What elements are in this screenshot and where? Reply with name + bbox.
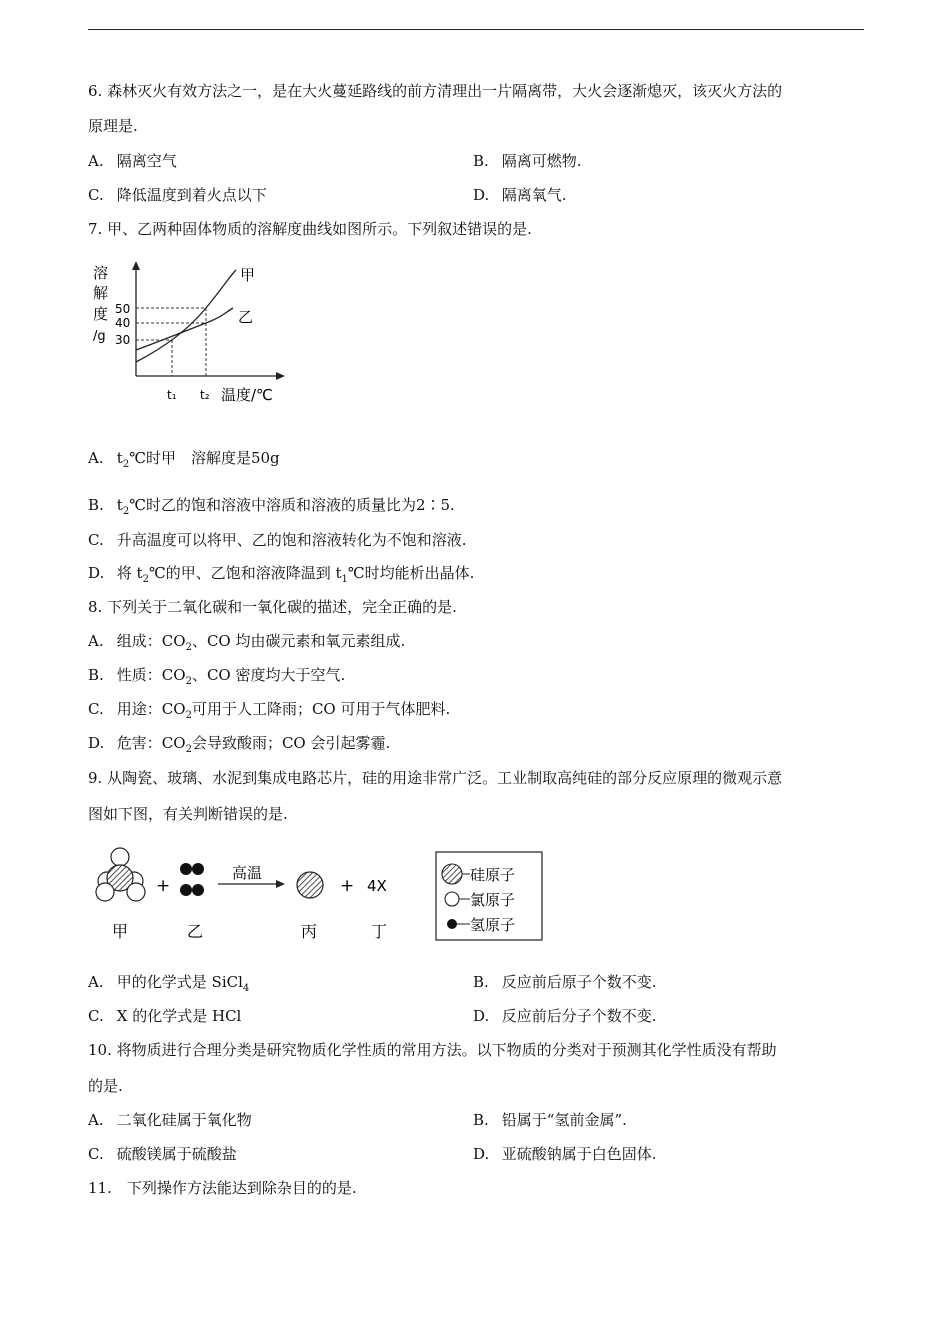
subscript: 4: [242, 983, 250, 994]
coefficient-4x: 4X: [367, 877, 387, 895]
y-axis-label-char: 度: [93, 305, 109, 323]
plus-sign: +: [340, 876, 355, 896]
option-label: B.: [473, 1111, 489, 1129]
option-text: 降低温度到着火点以下: [116, 186, 267, 204]
option-label: A.: [88, 152, 104, 170]
header-rule: [88, 29, 864, 30]
y-tick-label: 40: [115, 316, 131, 330]
plus-sign: +: [156, 876, 171, 896]
t-symbol: t: [116, 496, 123, 514]
option-text: 隔离可燃物.: [501, 152, 582, 170]
q6-option-b[interactable]: [473, 151, 582, 171]
q6-stem-line2: 原理是.: [88, 117, 138, 135]
option-text: 隔离空气: [116, 152, 177, 170]
q6-option-d[interactable]: [473, 185, 567, 205]
subscript: 2: [122, 506, 130, 517]
option-text: 、CO 密度均大于空气.: [191, 666, 346, 684]
option-label: C.: [88, 1007, 104, 1025]
y-axis-label-char: 溶: [93, 264, 109, 282]
option-label: D.: [88, 564, 105, 582]
q7-option-b[interactable]: [88, 495, 455, 522]
name-ding: 丁: [371, 922, 388, 941]
option-text: ℃时乙的饱和溶液中溶质和溶液的质量比为2∶5.: [129, 496, 455, 514]
option-text: 、CO 均由碳元素和氧元素组成.: [191, 632, 406, 650]
x-axis-arrow: [276, 372, 285, 380]
q8-stem: 8. 下列关于二氧化碳和一氧化碳的描述，完全正确的是.: [88, 598, 457, 616]
q9-option-a[interactable]: [88, 972, 249, 999]
option-text: 硫酸镁属于硫酸盐: [116, 1145, 237, 1163]
y-tick-label: 50: [115, 302, 131, 316]
option-text: 会导致酸雨；CO 会引起雾霾.: [191, 734, 391, 752]
solubility-curve-figure: [88, 258, 298, 408]
option-label: A.: [88, 632, 104, 650]
y-axis-label-char: 解: [93, 284, 109, 302]
legend-h-icon: [447, 919, 457, 929]
subscript: 2: [142, 574, 149, 585]
option-text: 二氧化硅属于氧化物: [116, 1111, 252, 1129]
curve-jia-label: 甲: [240, 266, 256, 284]
subscript: 2: [185, 710, 192, 721]
q10-stem-line2: 的是.: [88, 1077, 123, 1095]
subscript: 1: [341, 574, 348, 585]
x-tick-label: t₂: [200, 388, 210, 402]
legend-si-icon: [442, 864, 462, 884]
option-text: 用途：CO: [116, 700, 186, 718]
legend-cl-icon: [445, 892, 459, 906]
option-label: C.: [88, 186, 104, 204]
option-text: 将 t: [116, 564, 143, 582]
option-text: 性质：CO: [116, 666, 186, 684]
y-axis-label-char: /g: [93, 329, 106, 344]
option-label: D.: [88, 734, 105, 752]
option-text: 反应前后原子个数不变.: [501, 973, 657, 991]
curve-yi: [136, 308, 233, 350]
option-text: 隔离氧气.: [501, 186, 567, 204]
option-text: 亚硫酸钠属于白色固体.: [501, 1145, 657, 1163]
option-label: B.: [473, 152, 489, 170]
legend-h-label: 氢原子: [470, 916, 516, 934]
option-label: D.: [473, 1145, 490, 1163]
option-label: B.: [88, 496, 104, 514]
option-label: B.: [88, 666, 104, 684]
subscript: 2: [185, 676, 192, 687]
option-text: ℃时甲 溶解度是50g: [129, 449, 280, 467]
option-text: 可用于人工降雨；CO 可用于气体肥料.: [191, 700, 451, 718]
name-yi: 乙: [187, 922, 204, 941]
option-label: C.: [88, 1145, 104, 1163]
legend-cl-label: 氯原子: [470, 891, 516, 909]
q6-option-c[interactable]: [88, 185, 267, 205]
q11-stem: 11. 下列操作方法能达到除杂目的的是.: [88, 1179, 357, 1197]
q10-option-a[interactable]: [88, 1110, 252, 1130]
q9-option-c[interactable]: [88, 1006, 241, 1026]
option-label: A.: [88, 1111, 104, 1129]
q7-stem: 7. 甲、乙两种固体物质的溶解度曲线如图所示。下列叙述错误的是.: [88, 220, 532, 238]
q8-option-d[interactable]: [88, 733, 390, 760]
q7-option-d[interactable]: [88, 563, 474, 590]
option-label: C.: [88, 531, 104, 549]
y-axis-arrow: [132, 261, 140, 270]
reaction-arrow-head: [276, 880, 285, 888]
q6-option-a[interactable]: [88, 151, 177, 171]
x-axis-label: 温度/℃: [221, 386, 273, 404]
option-text: ℃的甲、乙饱和溶液降温到 t: [148, 564, 342, 582]
q7-option-a[interactable]: [88, 448, 280, 475]
reaction-diagram: [88, 842, 558, 952]
reaction-condition: 高温: [232, 864, 263, 882]
subscript: 2: [122, 459, 130, 470]
option-text: 组成：CO: [116, 632, 186, 650]
molecule-yi: [180, 863, 204, 896]
option-label: A.: [88, 973, 104, 991]
molecule-bing: [297, 872, 323, 898]
option-text: 反应前后分子个数不变.: [501, 1007, 657, 1025]
y-tick-label: 30: [115, 333, 131, 347]
t-symbol: t: [116, 449, 123, 467]
q7-option-c[interactable]: [88, 530, 467, 550]
option-text: 危害：CO: [116, 734, 186, 752]
subscript: 2: [185, 744, 192, 755]
option-label: B.: [473, 973, 489, 991]
option-text: 铅属于“氢前金属”.: [501, 1111, 627, 1129]
option-label: A.: [88, 449, 104, 467]
option-label: D.: [473, 1007, 490, 1025]
q9-stem-line1: 9. 从陶瓷、玻璃、水泥到集成电路芯片，硅的用途非常广泛。工业制取高纯硅的部分反应原理的微观示意: [88, 769, 783, 787]
name-jia: 甲: [112, 922, 129, 941]
q8-option-c[interactable]: [88, 699, 450, 726]
option-text: 升高温度可以将甲、乙的饱和溶液转化为不饱和溶液.: [116, 531, 467, 549]
legend-si-label: 硅原子: [470, 866, 516, 884]
option-text: 甲的化学式是 SiCl: [116, 973, 243, 991]
q9-option-d[interactable]: [473, 1006, 657, 1026]
x-tick-label: t₁: [167, 388, 177, 402]
q10-option-b[interactable]: [473, 1110, 627, 1130]
q10-option-c[interactable]: [88, 1144, 237, 1164]
q10-option-d[interactable]: [473, 1144, 657, 1164]
subscript: 2: [185, 642, 192, 653]
option-text: X 的化学式是 HCl: [116, 1007, 242, 1025]
curve-yi-label: 乙: [238, 308, 254, 326]
molecule-jia: [96, 848, 145, 901]
q9-option-b[interactable]: [473, 972, 657, 992]
q8-option-b[interactable]: [88, 665, 345, 692]
name-bing: 丙: [301, 922, 318, 941]
q10-stem-line1: 10. 将物质进行合理分类是研究物质化学性质的常用方法。以下物质的分类对于预测其化学性质没有帮助: [88, 1041, 777, 1059]
q8-option-a[interactable]: [88, 631, 405, 658]
q6-stem-line1: 6. 森林灭火有效方法之一，是在大火蔓延路线的前方清理出一片隔离带，大火会逐渐熄灭，该灭火方法的: [88, 82, 783, 100]
option-label: D.: [473, 186, 490, 204]
option-label: C.: [88, 700, 104, 718]
option-text: ℃时均能析出晶体.: [347, 564, 475, 582]
q9-stem-line2: 图如下图，有关判断错误的是.: [88, 805, 288, 823]
